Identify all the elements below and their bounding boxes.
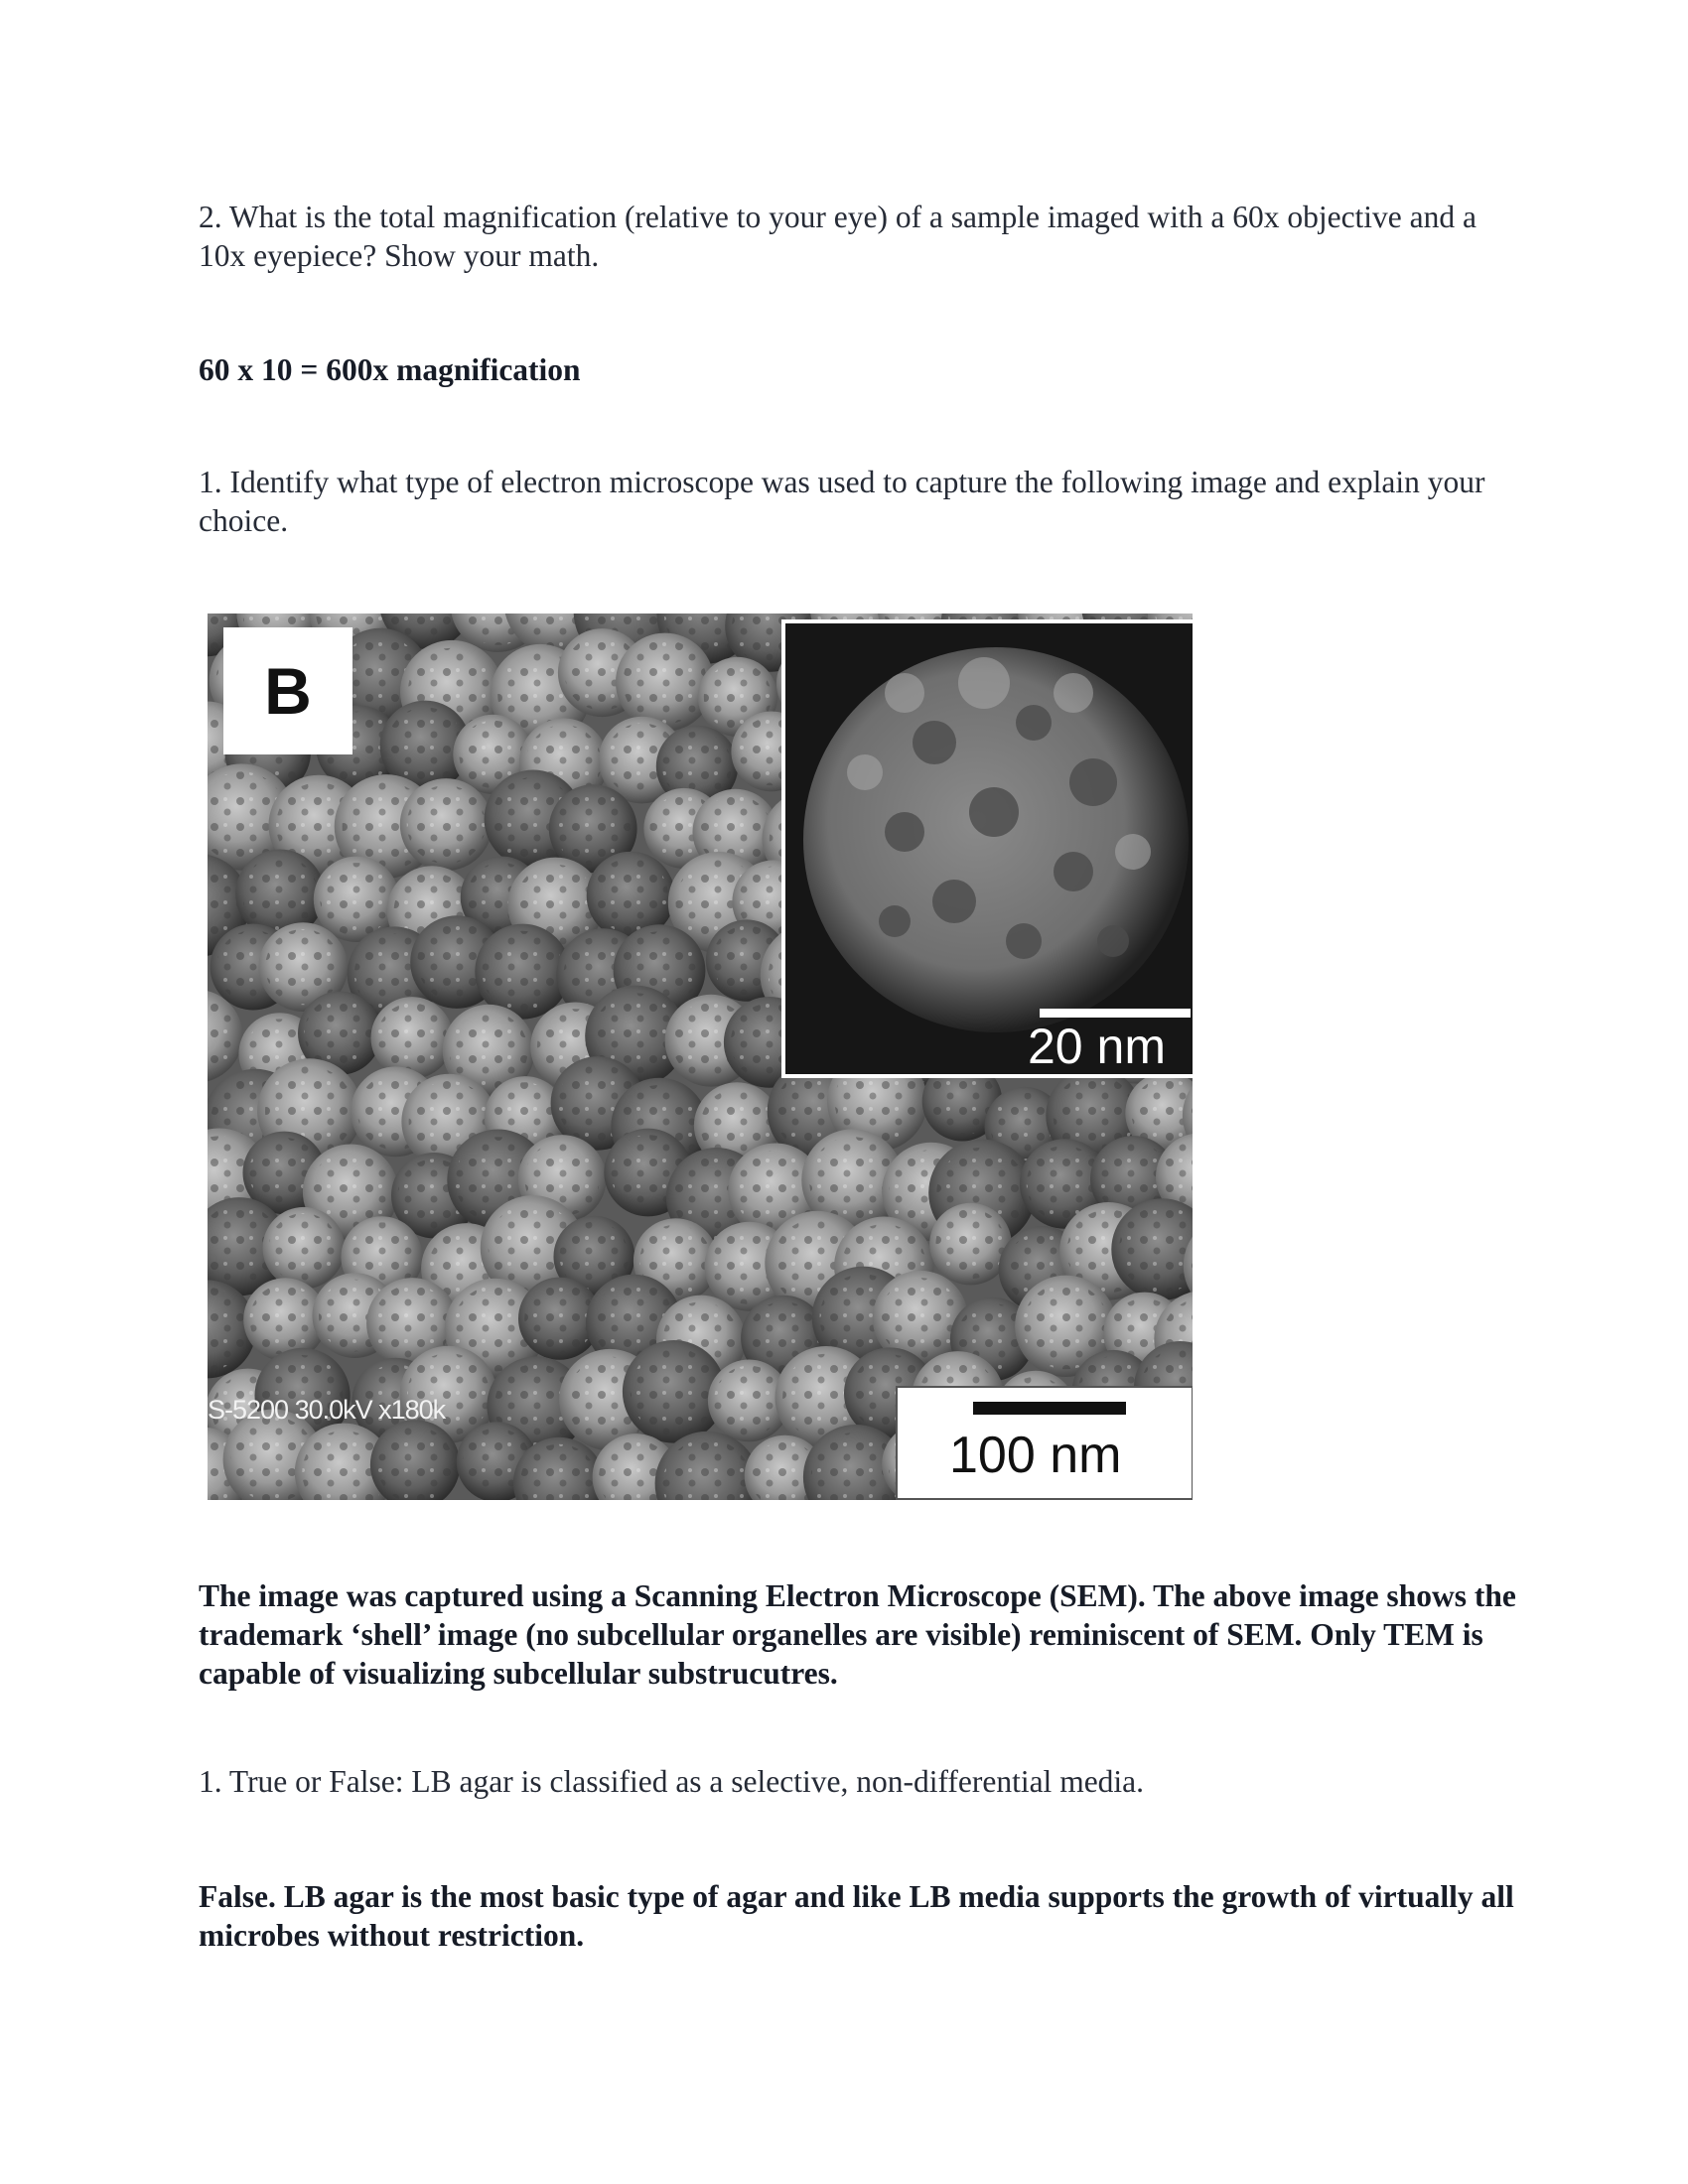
scale-bar [973,1402,1126,1415]
answer-lb-agar: False. LB agar is the most basic type of agar and like LB media supports the growth of virtually all microbes without restriction. [199,1879,1514,1953]
scale-bar-label: 100 nm [949,1427,1122,1484]
inset-scale-bar [1040,1009,1191,1018]
inset-scale-label: 20 nm [1028,1019,1166,1074]
panel-letter-label: B [223,627,352,754]
answer-magnification: 60 x 10 = 600x magnification [199,352,581,387]
question-microscope-type: 1. Identify what type of electron microscope was used to capture the following image and explain your choice. [199,465,1485,538]
scale-bar-box [896,1386,1193,1500]
question-magnification: 2. What is the total magnification (relative to your eye) of a sample imaged with a 60x objective and a 10x eyepiece? Show your math. [199,200,1477,273]
question-lb-agar: 1. True or False: LB agar is classified as a selective, non-differential media. [199,1764,1145,1799]
inset-micrograph [781,619,1193,1078]
sem-micrograph [208,614,1193,1500]
instrument-label: S-5200 30.0kV x180k [208,1395,446,1425]
answer-microscope-type: The image was captured using a Scanning Electron Microscope (SEM). The above image shows the trademark ‘shell’ image (no subcellular organelles are visible) reminiscent of SEM. Only TEM is capable of visualizing subcellular substrucutres. [199,1578,1516,1691]
